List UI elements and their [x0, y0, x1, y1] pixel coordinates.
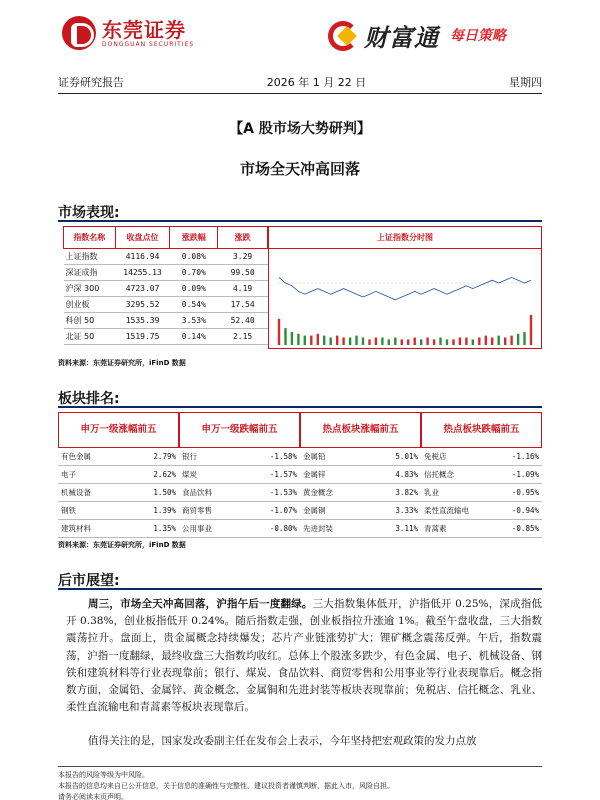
sector-pct: 2.79% — [153, 452, 176, 461]
chart-title: 上证指数分时图 — [269, 227, 541, 249]
index-close: 1519.75 — [115, 329, 170, 345]
caifutong-logo — [328, 18, 509, 53]
volume-bar — [381, 338, 383, 346]
index-chg: 3.29 — [218, 249, 268, 265]
volume-bar — [439, 338, 441, 346]
volume-bar — [349, 338, 351, 346]
caifutong-logo-icon — [328, 19, 362, 53]
volume-bar — [485, 336, 487, 345]
index-close: 4116.94 — [115, 249, 170, 265]
sector-pct: 1.35% — [153, 524, 176, 533]
list-item — [300, 502, 421, 520]
volume-bar — [414, 338, 416, 346]
sector-name: 银行 — [182, 452, 197, 461]
index-name: 上证指数 — [64, 249, 116, 265]
volume-bar — [407, 339, 409, 345]
market-table-header — [64, 227, 268, 249]
volume-bar — [530, 315, 532, 345]
volume-bar — [517, 334, 519, 345]
outlook-lead: 周三，市场全天冲高回落，沪指午后一度翻绿。 — [88, 598, 313, 610]
footer-risk-line: 本报告的风险等级为中风险。 — [58, 771, 149, 779]
sector-name: 金属铅 — [303, 452, 326, 461]
volume-bar — [355, 336, 357, 345]
volume-bar — [498, 336, 500, 345]
index-pct: 0.08% — [170, 249, 218, 265]
market-index-table — [63, 226, 268, 345]
index-chg: 2.15 — [218, 329, 268, 345]
list-item — [179, 448, 300, 466]
index-close: 14255.13 — [115, 265, 170, 281]
list-item — [421, 520, 542, 538]
sector-pct: -0.94% — [511, 506, 539, 515]
volume-bar — [510, 336, 512, 345]
page-title: 市场全天冲高回落 — [239, 160, 360, 178]
volume-bar — [433, 339, 435, 345]
volume-bar — [368, 339, 370, 345]
index-name: 深证成指 — [64, 265, 116, 281]
list-item — [179, 502, 300, 520]
volume-bar — [342, 338, 344, 346]
index-chg: 17.54 — [218, 297, 268, 313]
sector-pct: 2.62% — [153, 470, 176, 479]
sector-pct: -1.09% — [511, 470, 539, 479]
sector-pct: 1.39% — [153, 506, 176, 515]
sector-pct: -0.80% — [269, 524, 297, 533]
table-row — [64, 281, 268, 297]
sector-pct: -0.95% — [511, 488, 539, 497]
volume-bar — [278, 319, 280, 345]
sector-pct: 4.83% — [395, 470, 418, 479]
volume-bar — [323, 336, 325, 345]
sector-section-divider — [58, 406, 542, 408]
list-item — [58, 484, 179, 502]
intraday-chart-svg — [269, 249, 541, 348]
index-close: 4723.07 — [115, 281, 170, 297]
index-pct: 0.14% — [170, 329, 218, 345]
volume-bar — [401, 339, 403, 345]
list-item — [179, 466, 300, 484]
tag-title: 【A 股市场大势研判】 — [229, 121, 371, 137]
sector-name: 商贸零售 — [182, 506, 212, 515]
outlook-paragraph-1 — [66, 596, 542, 716]
sector-name: 食品饮料 — [182, 488, 212, 497]
sector-section-title: 板块排名: — [58, 391, 120, 407]
sector-name: 金属锌 — [303, 470, 326, 479]
disclaimer-footer — [58, 770, 542, 800]
dongguan-logo-icon — [62, 16, 96, 50]
list-item — [421, 466, 542, 484]
volume-bar — [472, 339, 474, 345]
logo-left-en: DONGGUAN SECURITIES — [102, 40, 195, 48]
header-divider — [58, 93, 542, 94]
sector-pct: -1.57% — [269, 470, 297, 479]
sector-name: 黄金概念 — [303, 488, 333, 497]
volume-bar — [317, 334, 319, 345]
volume-bar — [459, 338, 461, 346]
sector-pct: -1.16% — [511, 452, 539, 461]
index-pct: 0.09% — [170, 281, 218, 297]
sector-pct: -0.85% — [511, 524, 539, 533]
volume-bar — [452, 339, 454, 345]
index-name: 北证 50 — [64, 329, 116, 345]
table-row — [64, 265, 268, 281]
sector-name: 公用事业 — [182, 524, 212, 533]
sector-pct: 3.33% — [395, 506, 418, 515]
index-chg: 99.50 — [218, 265, 268, 281]
sector-name: 信托概念 — [424, 470, 454, 479]
outlook-paragraph-2: 值得关注的是，国家发改委副主任在发布会上表示，今年坚持把宏观政策的发力点放 — [88, 735, 477, 747]
col-close: 收盘点位 — [115, 227, 170, 249]
index-name: 沪深 300 — [64, 281, 116, 297]
volume-bar — [375, 338, 377, 346]
report-header — [0, 0, 600, 70]
col-index-name: 指数名称 — [64, 227, 116, 249]
market-section-title: 市场表现: — [58, 205, 120, 221]
index-pct: 3.53% — [170, 313, 218, 329]
volume-bar — [523, 332, 525, 345]
sector-group-title: 申万一级跌幅前五 — [179, 412, 300, 448]
sector-group-title: 热点板块跌幅前五 — [421, 412, 542, 448]
sector-source-note: 资料来源：东莞证券研究所，iFinD 数据 — [58, 541, 186, 549]
sector-pct: -1.07% — [269, 506, 297, 515]
market-source-note: 资料来源：东莞证券研究所，iFinD 数据 — [58, 359, 186, 367]
table-row — [64, 249, 268, 265]
sector-name: 青蒿素 — [424, 524, 447, 533]
index-chg: 52.40 — [218, 313, 268, 329]
market-section-divider — [58, 220, 542, 222]
volume-bar — [478, 338, 480, 346]
sector-name: 先进封装 — [303, 524, 333, 533]
index-pct: 0.54% — [170, 297, 218, 313]
volume-bar — [491, 338, 493, 346]
sector-group-title: 申万一级涨幅前五 — [58, 412, 179, 448]
footer-info-line: 本报告的信息均来自已公开信息，关于信息的准确性与完整性，建议投资者谨慎判断，据此入市，风险自担。 — [58, 782, 394, 790]
table-row — [64, 297, 268, 313]
logo-right-slogan: 每日策略 — [450, 27, 506, 44]
list-item — [421, 448, 542, 466]
list-item — [179, 484, 300, 502]
sector-name: 建筑材料 — [61, 524, 91, 533]
price-line — [279, 277, 531, 299]
index-pct: 0.70% — [170, 265, 218, 281]
volume-bar — [504, 338, 506, 346]
list-item — [300, 448, 421, 466]
volume-bar — [284, 328, 286, 345]
list-item — [58, 502, 179, 520]
volume-bar — [388, 339, 390, 345]
volume-bar — [330, 338, 332, 346]
col-pct: 涨跌幅 — [170, 227, 218, 249]
sector-pct: -1.58% — [269, 452, 297, 461]
list-item — [179, 520, 300, 538]
date-bar — [58, 72, 542, 92]
list-item — [421, 502, 542, 520]
sector-name: 免税店 — [424, 452, 447, 461]
list-item — [58, 448, 179, 466]
outlook-body: 三大指数集体低开，沪指低开 0.25%，深成指低开 0.38%，创业板指低开 0.24%。随后指数走强，创业板指拉升涨逾 1%。截至午盘收盘，三大指数震荡拉升。盘面上，贵金属概念持续爆发；芯片产业链涨势扩大；锂矿概念震荡反弹。午后，指数震荡，沪指一度翻绿，最终收盘三大指数均收红。总体上个股涨多跌少，有色金属、电子、机械设备、钢铁和建筑材料等行业表现靠前；银行、煤炭、食品饮料、商贸零售和公用事业等行业表现靠后。概念指数方面，金属铅、金属锌、黄金概念、金属铜和先进封装等板块表现靠前；免税店、信托概念、乳业、柔性直流输电和青蒿素等板块表现靠后。 — [66, 598, 542, 714]
sector-pct: 3.82% — [395, 488, 418, 497]
sector-name: 柔性直流输电 — [424, 506, 469, 515]
volume-bar — [297, 334, 299, 345]
list-item — [300, 484, 421, 502]
volume-bar — [304, 336, 306, 345]
sector-pct: 1.50% — [153, 488, 176, 497]
sector-name: 机械设备 — [61, 488, 91, 497]
logo-right-cn: 财富通 — [364, 23, 439, 52]
list-item — [58, 520, 179, 538]
list-item — [300, 520, 421, 538]
sector-pct: -1.53% — [269, 488, 297, 497]
outlook-section-divider — [58, 588, 542, 590]
volume-bar — [310, 336, 312, 345]
sector-group-hot-up — [300, 412, 421, 538]
col-chg: 涨跌 — [218, 227, 268, 249]
list-item — [421, 484, 542, 502]
volume-bar — [465, 338, 467, 346]
sector-group-sw-up — [58, 412, 179, 538]
dongguan-securities-logo — [62, 16, 194, 50]
footer-statement-line: 请务必阅读末页声明。 — [58, 793, 128, 800]
logo-left-cn: 东莞证券 — [102, 17, 186, 42]
sector-group-hot-down — [421, 412, 542, 538]
sector-pct: 3.11% — [395, 524, 418, 533]
list-item — [58, 466, 179, 484]
index-close: 3295.52 — [115, 297, 170, 313]
index-name: 科创 50 — [64, 313, 116, 329]
sector-group-title: 热点板块涨幅前五 — [300, 412, 421, 448]
sector-name: 金属铜 — [303, 506, 326, 515]
sector-name: 煤炭 — [182, 470, 197, 479]
volume-bar — [446, 339, 448, 345]
sector-group-sw-down — [179, 412, 300, 538]
volume-bar — [394, 338, 396, 346]
outlook-section-title: 后市展望: — [58, 573, 120, 589]
report-date: 2026 年 1 月 22 日 — [266, 76, 367, 89]
volume-bar — [291, 332, 293, 345]
sector-name: 钢铁 — [61, 506, 76, 515]
sector-pct: 5.01% — [395, 452, 418, 461]
volume-bar — [336, 336, 338, 345]
sh-index-intraday-chart — [268, 226, 542, 349]
table-row — [64, 329, 268, 345]
report-weekday: 星期四 — [508, 76, 542, 89]
index-close: 1535.39 — [115, 313, 170, 329]
list-item — [300, 466, 421, 484]
footer-divider — [58, 766, 542, 767]
report-type: 证券研究报告 — [58, 76, 124, 89]
sector-name: 乳业 — [424, 488, 439, 497]
volume-bar — [362, 338, 364, 346]
volume-bar — [420, 339, 422, 345]
table-row — [64, 313, 268, 329]
volume-bar — [426, 338, 428, 346]
index-chg: 4.19 — [218, 281, 268, 297]
index-name: 创业板 — [64, 297, 116, 313]
sector-name: 有色金属 — [61, 452, 91, 461]
sector-name: 电子 — [61, 470, 76, 479]
